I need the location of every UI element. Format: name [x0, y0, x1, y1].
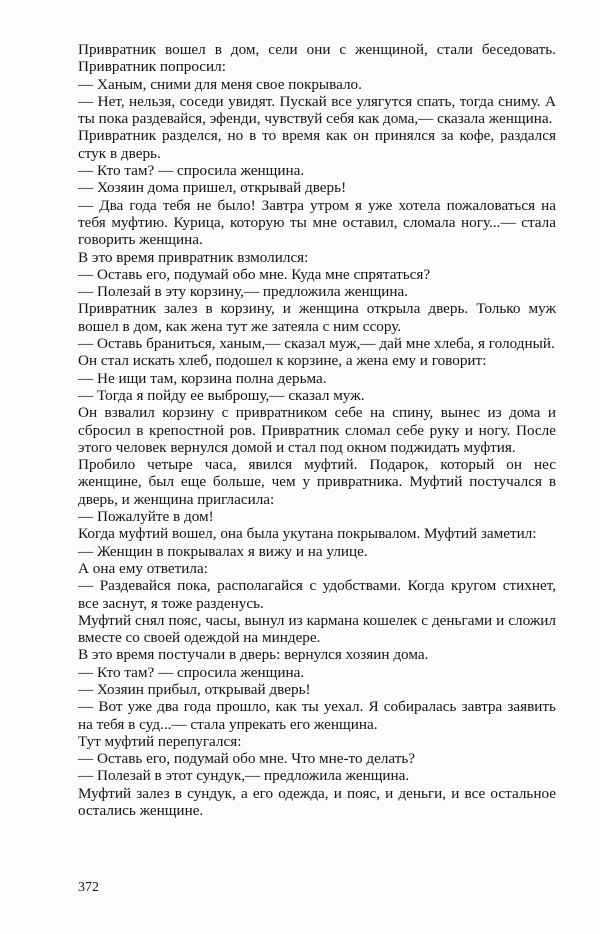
paragraph: — Не ищи там, корзина полна дерьма.	[78, 369, 327, 387]
paragraph: Муфтий снял пояс, часы, вынул из кармана кошелек с деньгами и сложил вместе со своей одеждой на миндере.	[78, 611, 556, 647]
paragraph: — Раздевайся пока, располагайся с удобствами. Когда кругом стихнет, все заснут, я тоже разденусь.	[78, 577, 556, 612]
paragraph: — Полезай в этот сундук,— предложила женщина.	[78, 767, 410, 785]
body-text	[78, 41, 556, 819]
paragraph: В это время привратник взмолился:	[78, 248, 309, 266]
paragraph: Привратник вошел в дом, сели они с женщиной, стали беседовать. Привратник попросил:	[78, 41, 556, 76]
paragraph: Привратник разделся, но в то время как он принялся за кофе, раздался стук в дверь.	[78, 127, 556, 162]
paragraph: Тут муфтий перепугался:	[78, 732, 242, 750]
paragraph: — Два года тебя не было! Завтра утром я уже хотела пожаловаться на тебя муфтию. Курица, которую ты мне оставил, сломала ногу...— стала говорить женщина.	[78, 196, 556, 249]
paragraph: — Хозяин дома пришел, открывай дверь!	[78, 179, 347, 197]
paragraph: Он стал искать хлеб, подошел к корзине, а жена ему и говорит:	[78, 352, 487, 370]
paragraph: — Кто там? — спросила женщина.	[78, 663, 305, 681]
paragraph: — Вот уже два года прошло, как ты уехал. Я собиралась завтра заявить на тебя в суд...— стала упрекать его женщина.	[78, 698, 556, 733]
paragraph: Муфтий залез в сундук, а его одежда, и пояс, и деньги, и все остальное остались женщине.	[78, 784, 556, 820]
paragraph: — Нет, нельзя, соседи увидят. Пускай все улягутся спать, тогда сниму. А ты пока раздевайся, эфенди, чувствуй себя как дома,— сказала женщина.	[78, 92, 556, 128]
paragraph: — Ханым, сними для меня свое покрывало.	[78, 75, 362, 93]
paragraph: — Оставь браниться, ханым,— сказал муж,— дай мне хлеба, я голодный.	[78, 335, 555, 353]
paragraph: — Хозяин прибыл, открывай дверь!	[78, 680, 311, 698]
paragraph: Когда муфтий вошел, она была укутана покрывалом. Муфтий заметил:	[78, 525, 537, 543]
paragraph: — Тогда я пойду ее выброшу,— сказал муж.	[78, 386, 365, 404]
paragraph: А она ему ответила:	[78, 559, 208, 577]
paragraph: Привратник залез в корзину, и женщина открыла дверь. Только муж вошел в дом, как жена тут же затеяла с ним ссору.	[78, 300, 556, 335]
paragraph: — Кто там? — спросила женщина.	[78, 162, 305, 180]
paragraph: Пробило четыре часа, явился муфтий. Подарок, который он нес женщине, был еще больше, чем у привратника. Муфтий постучался в дверь, и женщина пригласила:	[78, 456, 556, 508]
paragraph: — Полезай в эту корзину,— предложила женщина.	[78, 283, 409, 301]
paragraph: — Пожалуйте в дом!	[78, 508, 214, 526]
paragraph: — Женщин в покрывалах я вижу и на улице.	[78, 542, 368, 560]
paragraph: — Оставь его, подумай обо мне. Что мне-то делать?	[78, 750, 416, 768]
paragraph: В это время постучали в дверь: вернулся хозяин дома.	[78, 646, 429, 664]
paragraph: — Оставь его, подумай обо мне. Куда мне спрятаться?	[78, 265, 431, 283]
paragraph: Он взвалил корзину с привратником себе на спину, вынес из дома и сбросил в крепостной ров. Привратник сломал себе руку и ногу. После этого человек вернулся домой и стал под окном поджидать муфтия.	[78, 404, 556, 456]
page-number: 372	[78, 880, 99, 895]
